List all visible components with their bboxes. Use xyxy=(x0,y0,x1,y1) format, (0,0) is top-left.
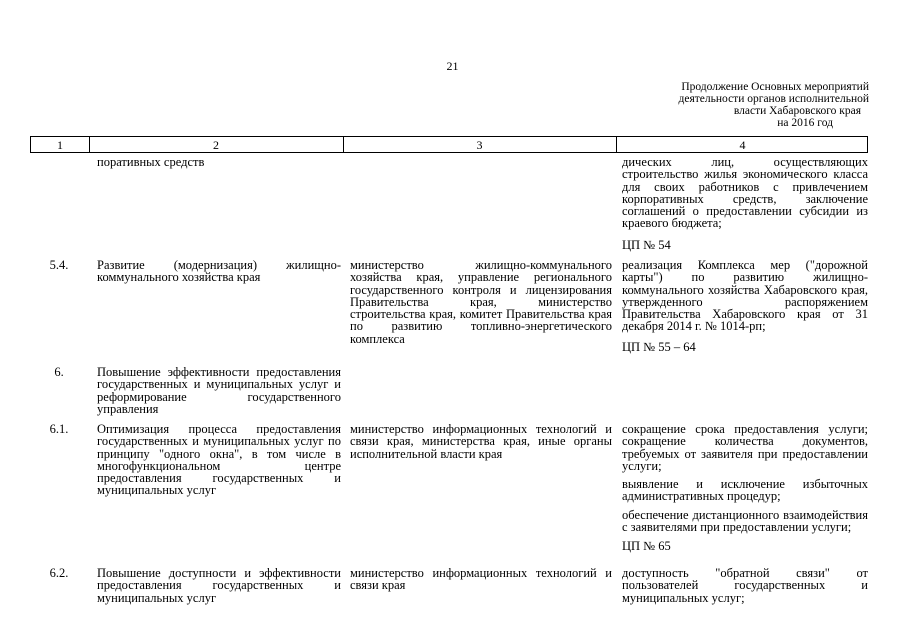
row-result xyxy=(622,423,868,553)
row-measure: Повышение эффективности предоставления государственных и муниципальных услуг и реформирование государственного управления xyxy=(97,365,341,416)
result-paragraph: дических лиц, осуществляющих строительство жилья экономического класса для своих работников с привлечением корпоративных средств, заключение соглашений о предоставлении субсидии из краевого бюджета; xyxy=(622,155,868,231)
result-paragraph: выявление и исключение избыточных административных процедур; xyxy=(622,477,868,504)
header-note-line: власти Хабаровского края xyxy=(733,105,861,117)
row-measure: Оптимизация процесса предоставления государственных и муниципальных услуг по принципу "одного окна", в том числе в многофункциональном центре предоставления государственных и муниципальных услуг xyxy=(97,422,341,498)
row-result xyxy=(622,567,868,604)
header-note-line: Продолжение Основных мероприятий xyxy=(681,81,869,93)
row-responsible: министерство информационных технологий и связи края xyxy=(350,566,612,593)
row-number: 5.4. xyxy=(49,258,69,272)
column-header-3: 3 xyxy=(476,138,483,152)
result-paragraph: обеспечение дистанционного взаимодействия с заявителями при предоставлении услуги; xyxy=(622,507,868,535)
row-measure: Развитие (модернизация) жилищно-коммунального хозяйства края xyxy=(97,258,341,285)
header-note-line: деятельности органов исполнительной xyxy=(678,93,869,105)
column-header-1: 1 xyxy=(57,138,63,152)
row-number: 6.2. xyxy=(49,566,69,580)
header-note xyxy=(650,81,869,129)
row-number: 6.1. xyxy=(49,422,69,436)
row-responsible: министерство информационных технологий и связи края, министерства края, иные органы исполнительной власти края xyxy=(350,422,612,461)
row-number: 6. xyxy=(54,365,64,379)
row-responsible: министерство жилищно-коммунального хозяйства края, управление регионального государственного контроля и лицензирования Правительства края, министерство строительства края, комитет Правительства края по развитию топливно-энергетического комплекса xyxy=(350,258,612,346)
row-result xyxy=(622,156,868,251)
result-paragraph: доступность "обратной связи" от пользователей государственных и муниципальных услуг; xyxy=(622,566,868,605)
header-note-line: на 2016 год xyxy=(777,117,833,129)
page-number: 21 xyxy=(446,59,459,73)
result-paragraph: ЦП № 55 – 64 xyxy=(622,339,696,354)
column-header-4: 4 xyxy=(739,138,746,152)
row-result xyxy=(622,259,868,353)
result-paragraph: ЦП № 65 xyxy=(622,539,671,554)
row-measure: Повышение доступности и эффективности предоставления государственных и муниципальных услуг xyxy=(97,566,341,605)
row-measure: поративных средств xyxy=(97,155,205,169)
result-paragraph: сокращение срока предоставления услуги; сокращение количества документов, требуемых от заявителя при предоставлении услуги; xyxy=(622,422,868,473)
column-header-2: 2 xyxy=(213,138,219,152)
result-paragraph: реализация Комплекса мер ("дорожной карты") по развитию жилищно-коммунального хозяйства Хабаровского края, утвержденного распоряжением Правительства Хабаровского края от 31 декабря 2014 г. № 1014-рп; xyxy=(622,258,868,334)
result-paragraph: ЦП № 54 xyxy=(622,237,671,252)
column-header-row xyxy=(30,136,868,153)
